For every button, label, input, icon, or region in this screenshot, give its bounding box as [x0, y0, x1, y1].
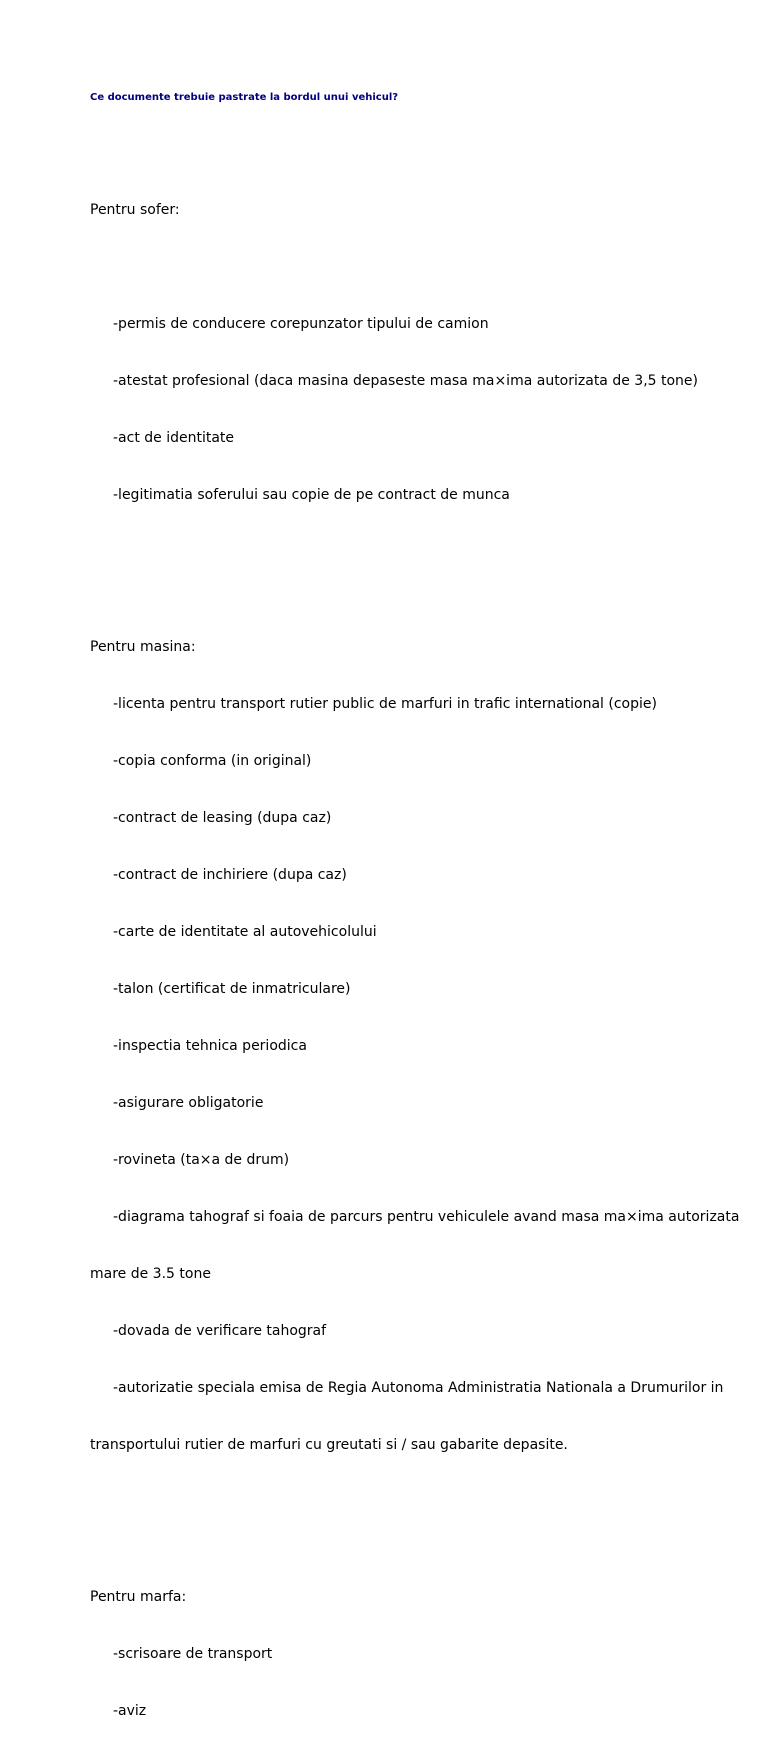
section-heading-sofer: Pentru sofer:	[90, 202, 180, 218]
list-item: -diagrama tahograf si foaia de parcurs pentru vehiculele avand masa ma×ima autorizata	[113, 1209, 740, 1225]
list-item: -permis de conducere corepunzator tipului de camion	[113, 316, 489, 332]
list-item: -rovineta (ta×a de drum)	[113, 1152, 290, 1168]
blank-line	[90, 543, 768, 562]
list-item: -legitimatia soferului sau copie de pe contract de munca	[113, 487, 510, 503]
blank-line	[90, 258, 768, 277]
list-item-continuation: mare de 3.5 tone	[90, 1266, 211, 1282]
blank-line	[90, 1493, 768, 1512]
list-item: -dovada de verificare tahograf	[113, 1323, 327, 1339]
list-item: -act de identitate	[113, 430, 235, 446]
section-heading-masina: Pentru masina:	[90, 639, 196, 655]
list-item: -autorizatie speciala emisa de Regia Autonoma Administratia Nationala a Drumurilor in	[113, 1380, 724, 1396]
list-item: -aviz	[113, 1703, 147, 1719]
list-item: -scrisoare de transport	[113, 1646, 273, 1662]
list-item: -contract de leasing (dupa caz)	[113, 810, 332, 826]
list-item: -inspectia tehnica periodica	[113, 1038, 307, 1054]
section-heading-marfa: Pentru marfa:	[90, 1589, 187, 1605]
list-item: -atestat profesional (daca masina depaseste masa ma×ima autorizata de 3,5 tone)	[113, 373, 699, 389]
document-title: Ce documente trebuie pastrate la bordul unui vehicul?	[90, 92, 399, 103]
list-item: -licenta pentru transport rutier public de marfuri in trafic international (copie)	[113, 696, 657, 712]
list-item: -copia conforma (in original)	[113, 753, 312, 769]
list-item: -asigurare obligatorie	[113, 1095, 264, 1111]
list-item: -contract de inchiriere (dupa caz)	[113, 867, 347, 883]
list-item: -talon (certificat de inmatriculare)	[113, 981, 351, 997]
list-item-continuation: transportului rutier de marfuri cu greutati si / sau gabarite depasite.	[90, 1437, 568, 1453]
list-item: -carte de identitate al autovehicolului	[113, 924, 377, 940]
document-body	[90, 144, 768, 1759]
